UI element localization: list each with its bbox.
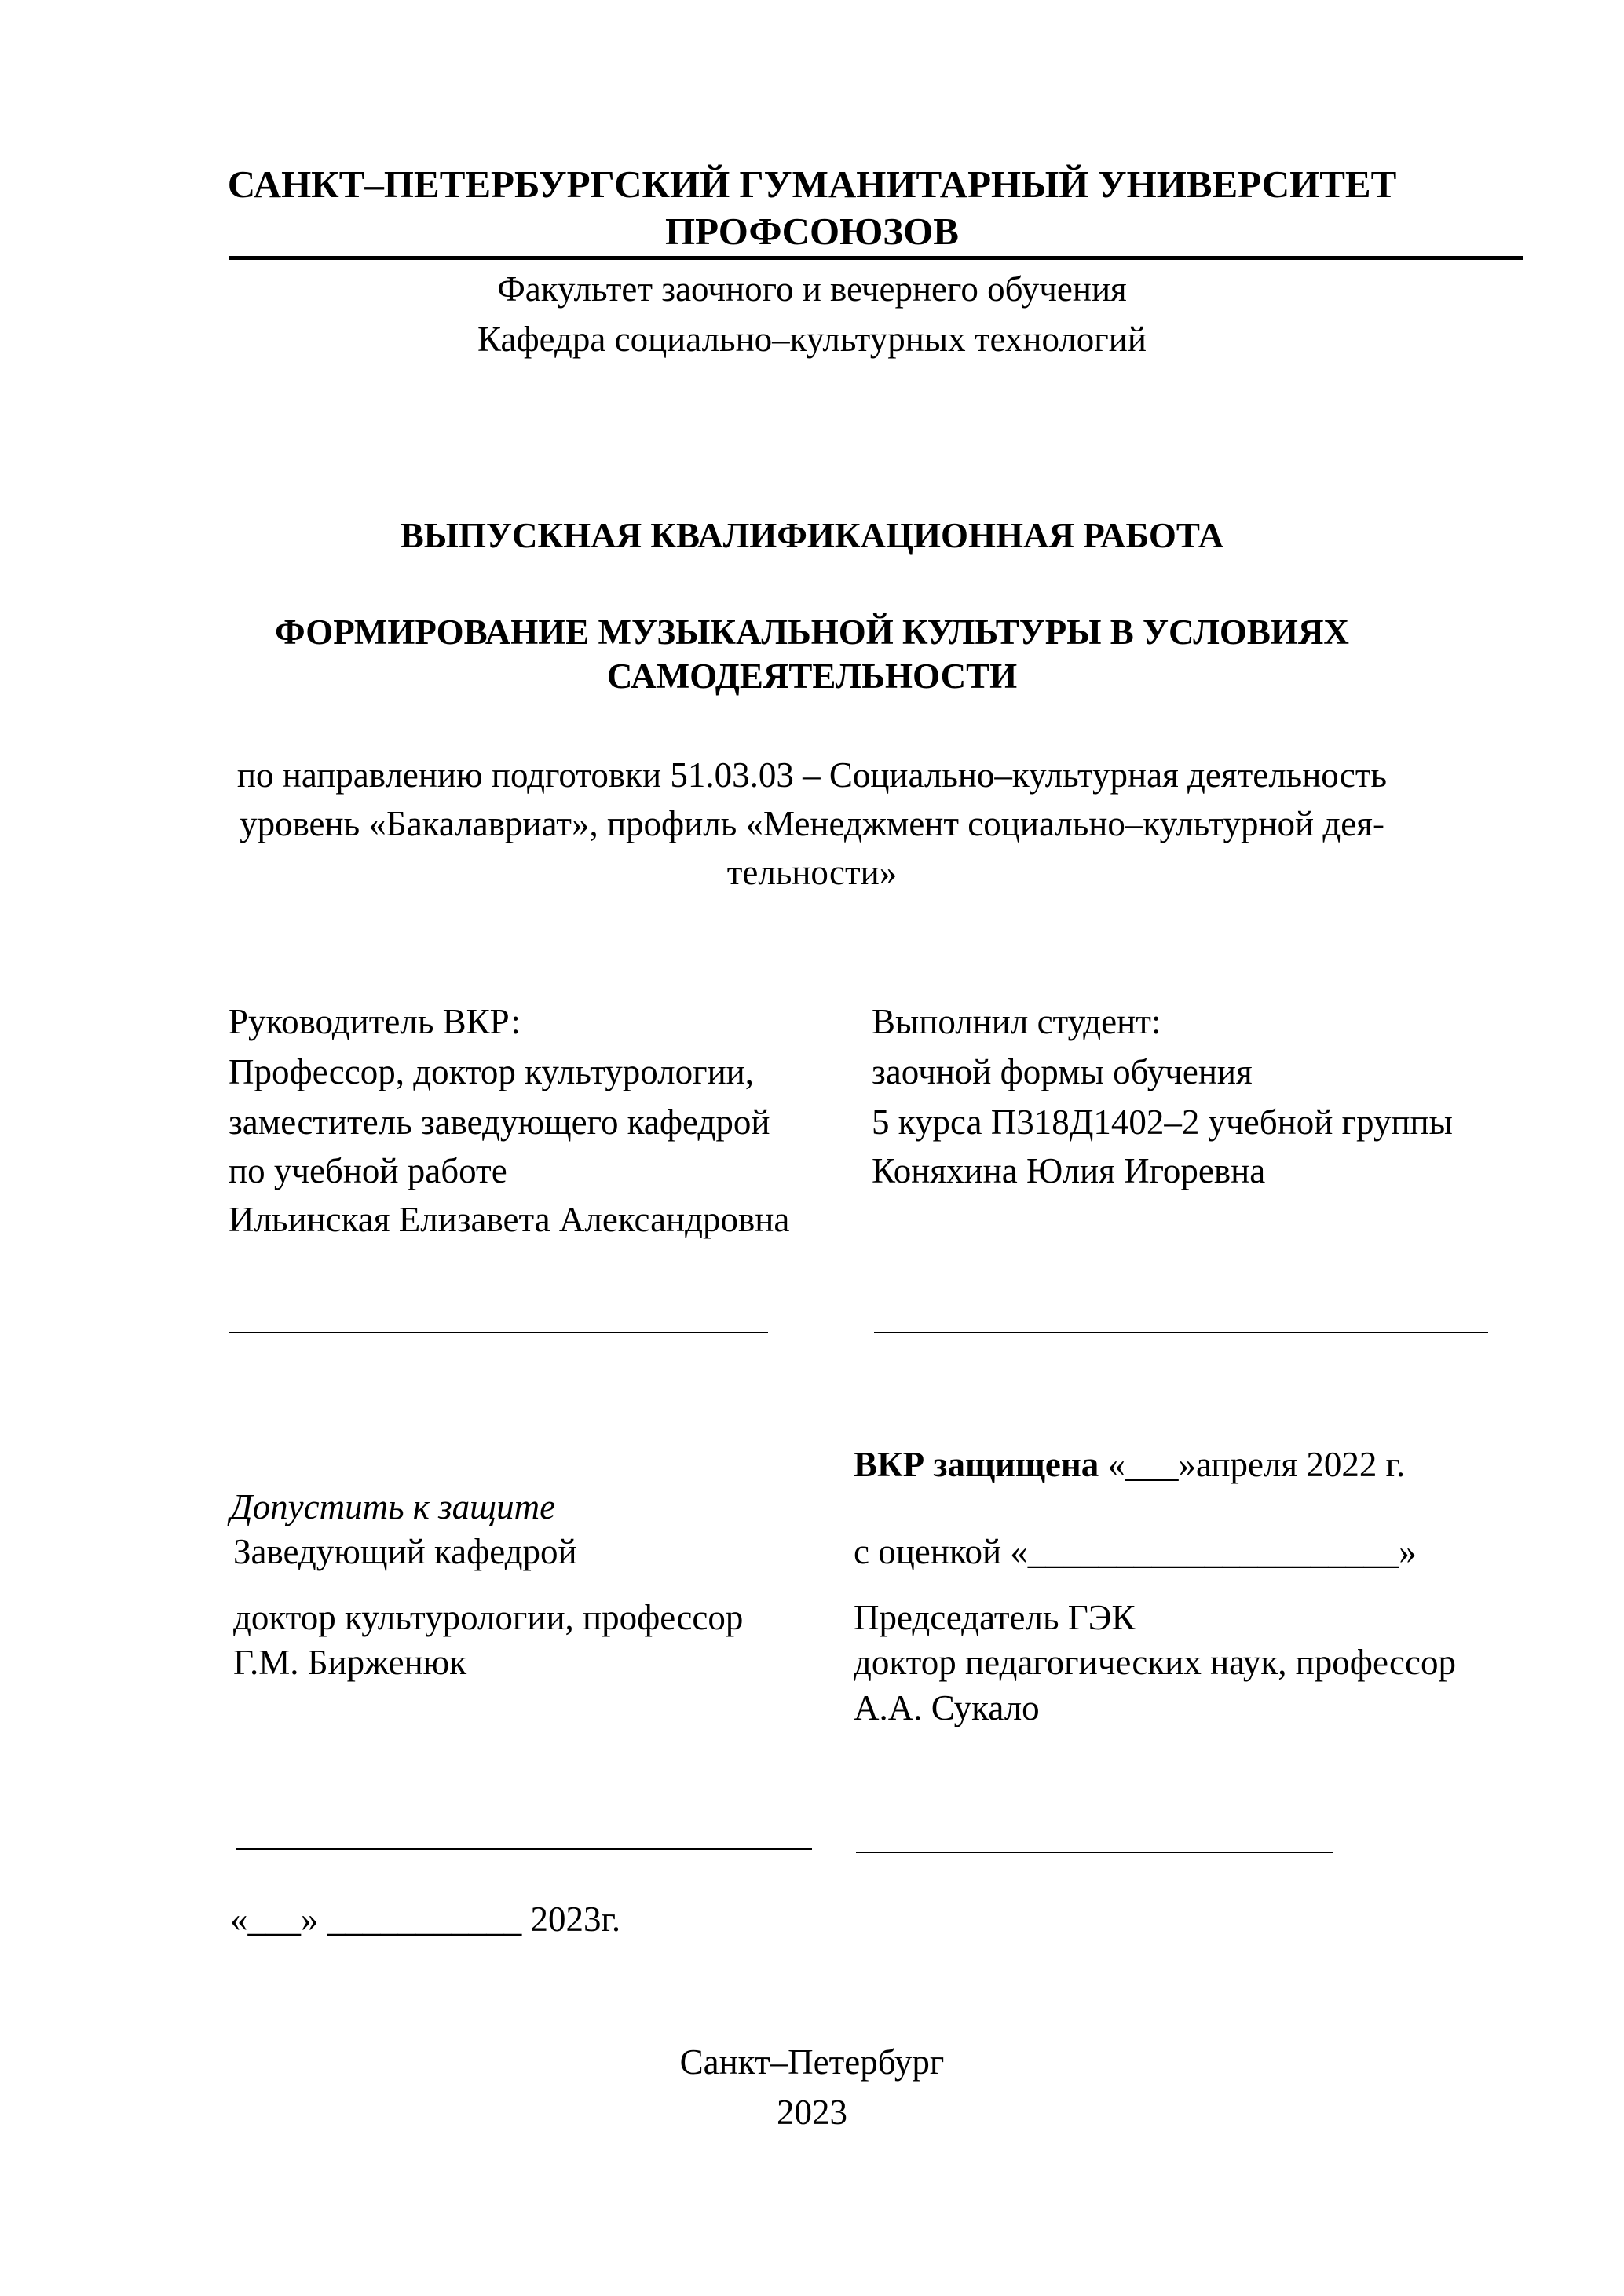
supervisor-label: Руководитель ВКР: [229,1002,521,1041]
supervisor-line: Профессор, доктор культурологии, [229,1052,755,1091]
student-line: 5 курса П318Д1402–2 учебной группы [872,1102,1453,1142]
city: Санкт–Петербург [679,2042,945,2082]
defense-status [854,1441,1405,1488]
faculty: Факультет заочного и вечернего обучения [497,269,1127,309]
chair-signature-line [856,1852,1333,1853]
student-label: Выполнил студент: [872,1002,1161,1041]
direction: по направлению подготовки 51.03.03 – Социально–культурная деятельность [236,755,1388,795]
defense-line: Председатель ГЭК [854,1598,1136,1637]
admission-name: Г.М. Бирженюк [233,1643,467,1682]
header-rule [229,256,1523,260]
admission-line: доктор культурологии, профессор [233,1598,744,1637]
work-type: ВЫПУСКНАЯ КВАЛИФИКАЦИОННАЯ РАБОТА [400,516,1224,555]
student-line: заочной формы обучения [872,1052,1253,1091]
admission-date: «___» ___________ 2023г. [230,1899,621,1939]
admission-label: Допустить к защите [230,1487,556,1526]
defense-status-bold: ВКР защищена [854,1445,1099,1484]
defense-line: доктор педагогических наук, профессор [854,1643,1456,1682]
defense-grade: с оценкой «_____________________» [854,1532,1417,1571]
head-signature-line [236,1848,812,1850]
direction-3: тельности» [726,853,898,892]
defense-chair-name: А.А. Сукало [854,1688,1040,1727]
university-name: САНКТ–ПЕТЕРБУРГСКИЙ ГУМАНИТАРНЫЙ УНИВЕРСИТЕТ [227,163,1397,206]
admission-line: Заведующий кафедрой [233,1532,577,1571]
direction-2: уровень «Бакалавриат», профиль «Менеджмент социально–культурной дея- [240,804,1384,843]
student-name: Коняхина Юлия Игоревна [872,1151,1266,1190]
work-title-2: САМОДЕЯТЕЛЬНОСТИ [606,656,1018,696]
work-title: ФОРМИРОВАНИЕ МУЗЫКАЛЬНОЙ КУЛЬТУРЫ В УСЛОВИЯХ [275,612,1349,652]
supervisor-signature-line [229,1332,768,1333]
supervisor-line: заместитель заведующего кафедрой [229,1102,770,1142]
year: 2023 [777,2093,847,2132]
student-signature-line [874,1332,1488,1333]
supervisor-name: Ильинская Елизавета Александровна [229,1200,790,1239]
supervisor-line: по учебной работе [229,1151,507,1190]
defense-date: «___»апреля 2022 г. [1099,1445,1406,1484]
university-name-2: ПРОФСОЮЗОВ [665,210,959,253]
department: Кафедра социально–культурных технологий [477,320,1147,359]
